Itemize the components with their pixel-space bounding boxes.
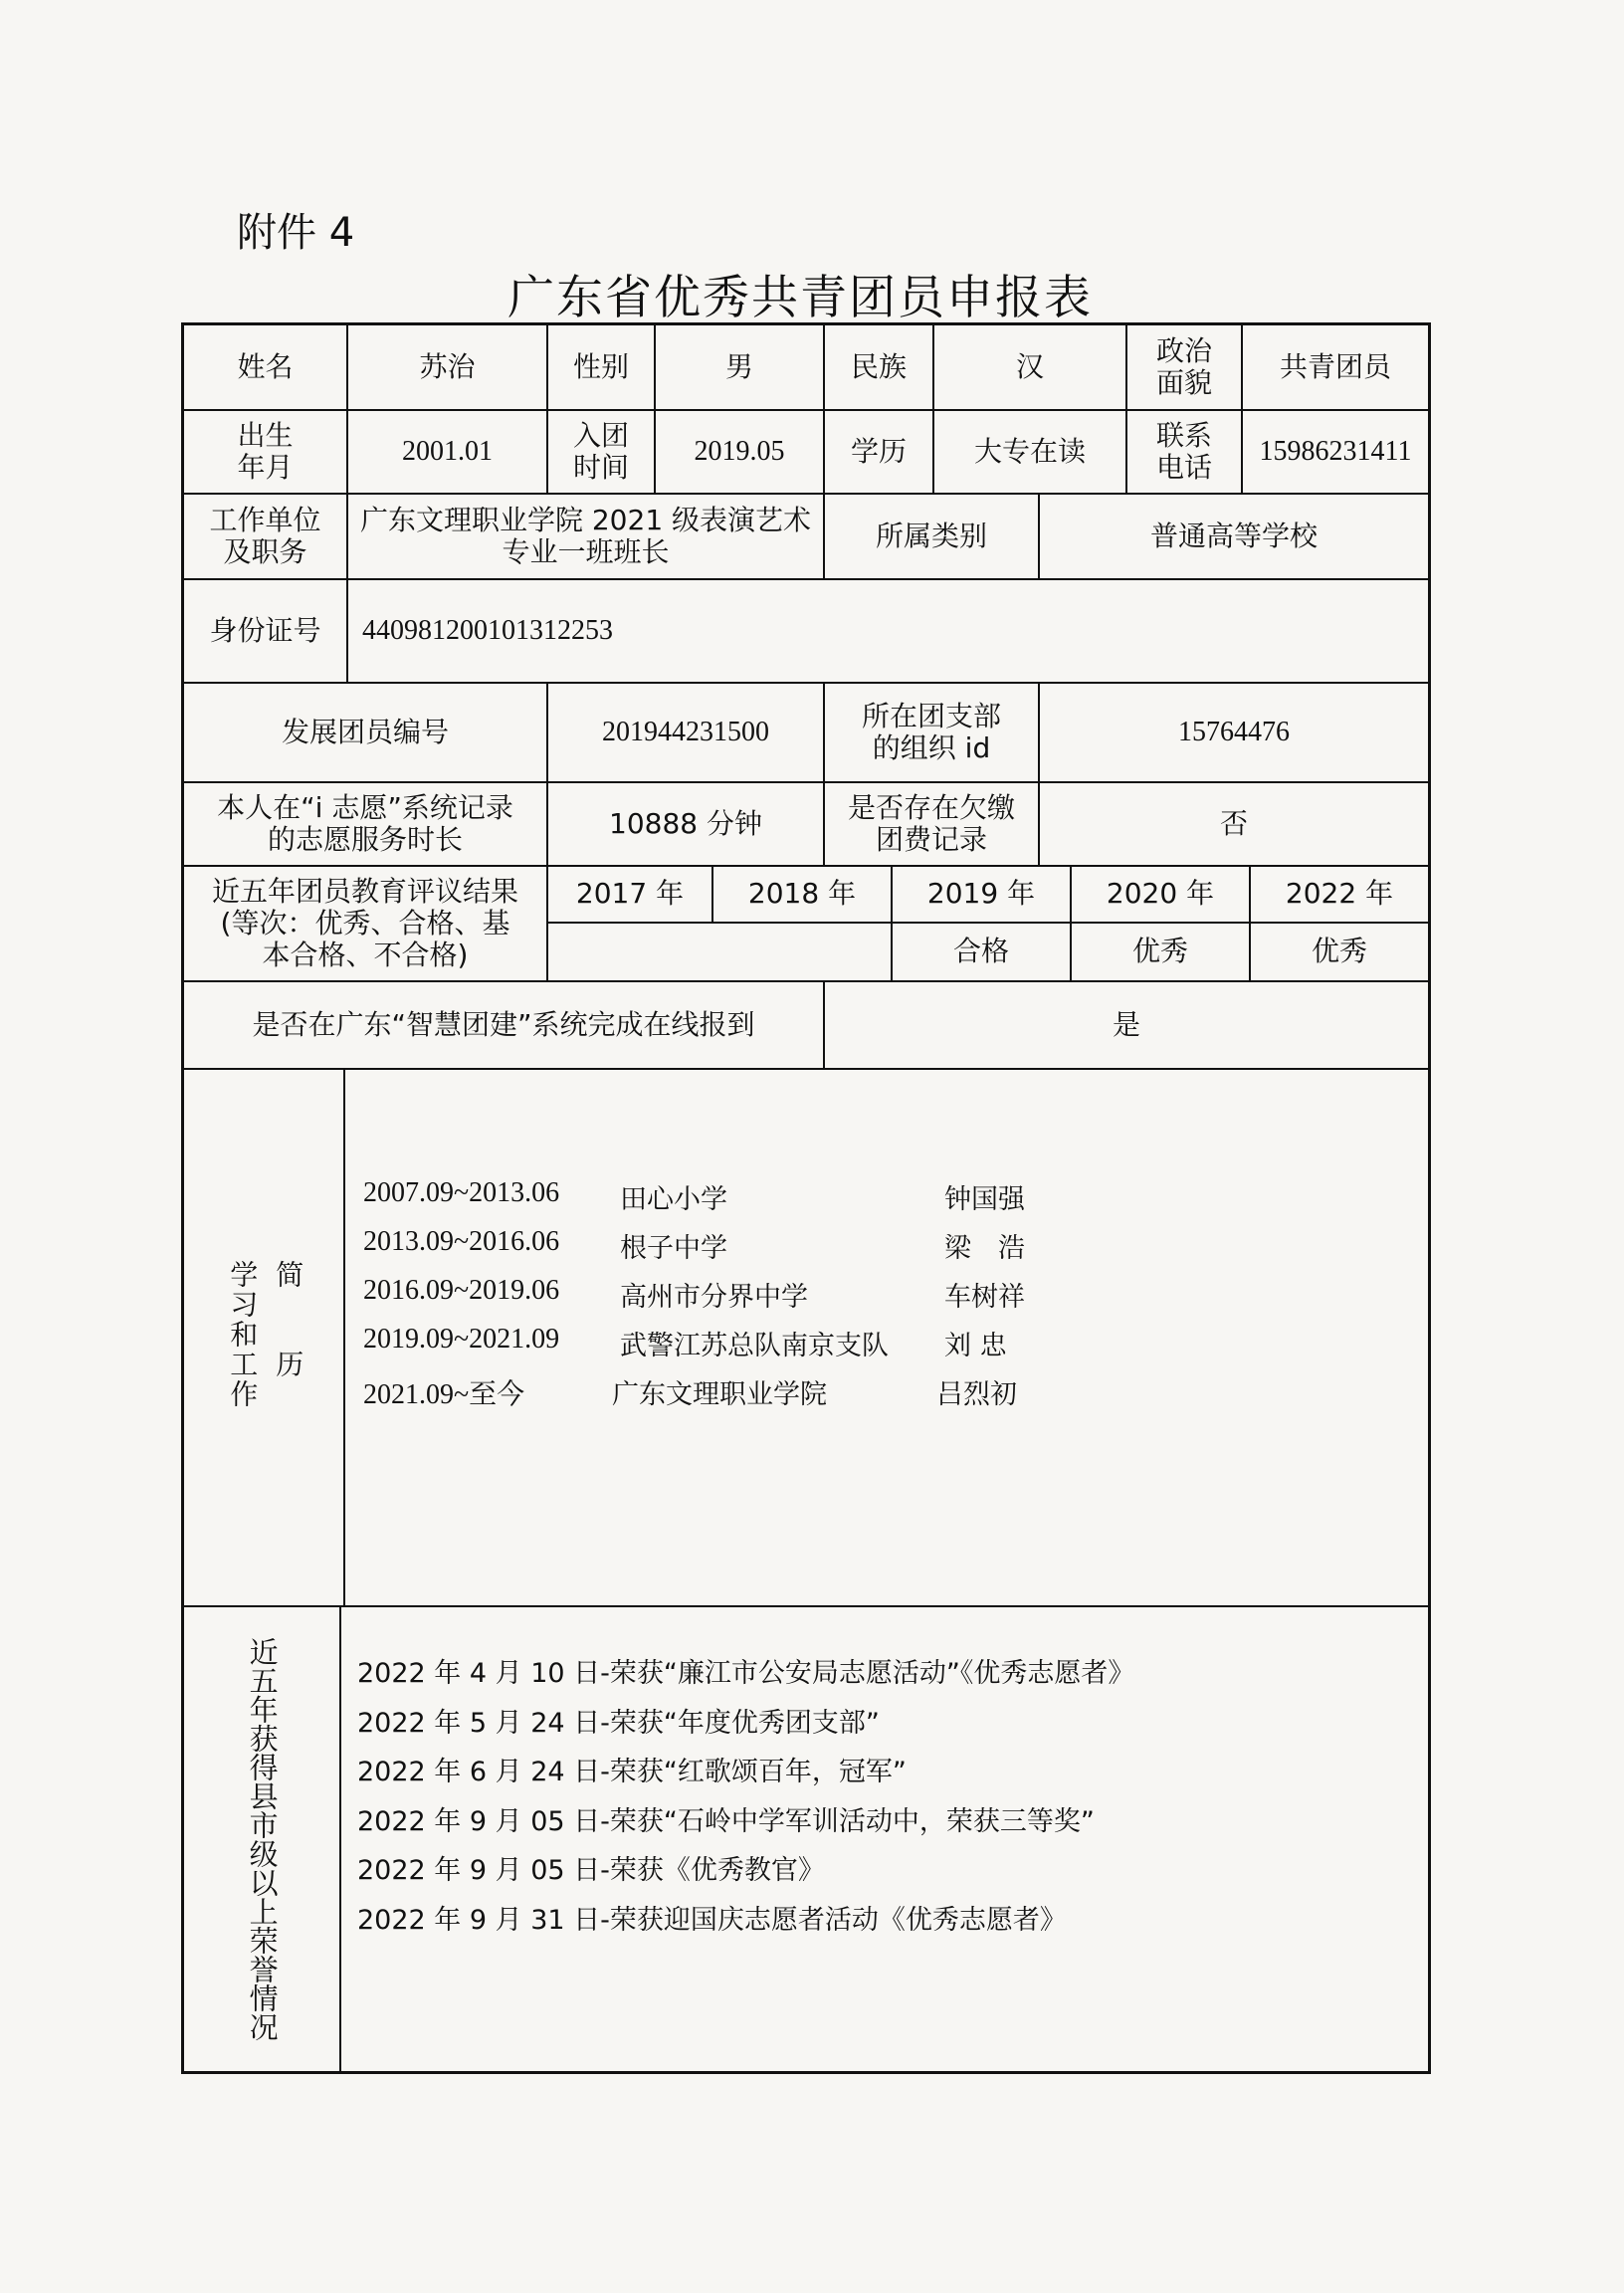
branch-id-label-line2: 的组织 id	[872, 731, 991, 764]
name-label: 姓名	[184, 325, 348, 409]
study-witness: 梁 浩	[944, 1233, 1025, 1264]
id-value: 440981200101312253	[362, 614, 613, 646]
education-label: 学历	[825, 411, 934, 493]
row-evaluation	[184, 867, 1428, 982]
ethnic-label: 民族	[825, 325, 934, 409]
study-place: 武警江苏总队南京支队	[620, 1331, 889, 1361]
study-witness: 刘 忠	[944, 1331, 1007, 1361]
row-unit	[184, 495, 1428, 580]
study-witness: 吕烈初	[936, 1379, 1017, 1410]
honors-label	[184, 1607, 341, 2071]
gender-value: 男	[656, 325, 825, 409]
birth-label-line1: 出生	[237, 418, 294, 452]
join-value: 2019.05	[656, 411, 825, 493]
study-history-label-col2: 简历	[272, 1260, 305, 1439]
name-value: 苏治	[348, 325, 548, 409]
study-place: 根子中学	[620, 1233, 727, 1264]
member-number-value: 201944231500	[548, 684, 825, 781]
eval-result-2019: 合格	[893, 924, 1072, 980]
study-period: 2016.09~2019.06	[363, 1275, 560, 1306]
ethnic-value: 汉	[934, 325, 1127, 409]
study-history-label	[184, 1070, 345, 1605]
fee-arrears-label	[825, 783, 1040, 865]
eval-year-2019: 2019 年	[893, 867, 1072, 922]
gender-label: 性别	[548, 325, 656, 409]
join-label	[548, 411, 656, 493]
attachment-label: 附件 4	[237, 210, 355, 256]
study-period: 2019.09~2021.09	[363, 1324, 560, 1355]
volunteer-hours-label-line2: 的志愿服务时长	[267, 823, 463, 856]
evaluation-years-row	[548, 867, 1428, 924]
study-place: 田心小学	[620, 1184, 727, 1215]
study-witness: 车树祥	[944, 1282, 1025, 1313]
category-value: 普通高等学校	[1149, 519, 1318, 552]
row-study-work-history	[184, 1070, 1428, 1607]
online-registration-label: 是否在广东“智慧团建”系统完成在线报到	[184, 982, 825, 1068]
birth-value: 2001.01	[348, 411, 548, 493]
branch-id-value: 15764476	[1178, 716, 1290, 747]
category-label: 所属类别	[825, 495, 1040, 578]
branch-id-label	[825, 684, 1040, 781]
honors-label-text: 近五年获得县市级以上荣誉情况	[245, 1637, 280, 2041]
online-registration-value: 是	[1112, 1007, 1140, 1041]
evaluation-grid	[548, 867, 1428, 980]
unit-value-line1: 广东文理职业学院 2021 级表演艺术	[359, 503, 812, 536]
unit-label-line1: 工作单位	[209, 503, 321, 536]
eval-result-2017-2018	[548, 924, 893, 980]
evaluation-label-line3: 本合格、不合格)	[262, 938, 469, 972]
volunteer-hours-label-line1: 本人在“i 志愿”系统记录	[217, 790, 513, 824]
row-id-number	[184, 580, 1428, 684]
application-table	[181, 322, 1431, 2074]
political-value: 共青团员	[1279, 349, 1391, 383]
form-title: 广东省优秀共青团员申报表	[508, 271, 1093, 325]
political-label	[1127, 325, 1243, 409]
honor-item: 2022 年 9 月 05 日-荣获《优秀教官》	[357, 1855, 825, 1886]
unit-label-line2: 及职务	[223, 535, 307, 568]
phone-label-line1: 联系	[1155, 418, 1212, 452]
fee-arrears-label-line1: 是否存在欠缴	[847, 790, 1015, 824]
honor-item: 2022 年 9 月 31 日-荣获迎国庆志愿者活动《优秀志愿者》	[357, 1904, 1067, 1936]
unit-value	[348, 495, 825, 578]
political-label-line1: 政治	[1155, 333, 1212, 367]
evaluation-results-row	[548, 924, 1428, 980]
eval-year-2018: 2018 年	[713, 867, 893, 922]
volunteer-hours-label	[184, 783, 548, 865]
evaluation-label	[184, 867, 548, 980]
honors-list	[357, 1651, 1134, 1947]
branch-id-label-line1: 所在团支部	[861, 699, 1001, 732]
political-label-line2: 面貌	[1155, 366, 1212, 399]
honor-item: 2022 年 9 月 05 日-荣获“石岭中学军训活动中，荣获三等奖”	[357, 1805, 1095, 1837]
phone-label-line2: 电话	[1155, 451, 1212, 484]
study-period: 2013.09~2016.06	[363, 1226, 560, 1257]
eval-year-2017: 2017 年	[548, 867, 713, 922]
honor-item: 2022 年 4 月 10 日-荣获“廉江市公安局志愿活动”《优秀志愿者》	[357, 1658, 1135, 1689]
study-period: 2007.09~2013.06	[363, 1177, 560, 1208]
row-online-registration	[184, 982, 1428, 1070]
birth-label-line2: 年月	[237, 451, 294, 484]
row-volunteer	[184, 783, 1428, 867]
unit-value-line2: 专业一班班长	[502, 535, 670, 568]
row-member-number	[184, 684, 1428, 783]
study-period: 2021.09~至今	[363, 1379, 525, 1410]
study-history-label-col1: 学习和工作	[226, 1260, 260, 1409]
member-number-label: 发展团员编号	[184, 684, 548, 781]
phone-value: 15986231411	[1259, 435, 1412, 467]
fee-arrears-value: 否	[1219, 806, 1248, 840]
eval-result-2020: 优秀	[1072, 924, 1251, 980]
honor-item: 2022 年 5 月 24 日-荣获“年度优秀团支部”	[357, 1707, 880, 1739]
unit-label	[184, 495, 348, 578]
join-label-line1: 入团	[572, 418, 629, 452]
evaluation-label-line1: 近五年团员教育评议结果	[211, 874, 518, 908]
study-place: 广东文理职业学院	[612, 1379, 827, 1410]
row-honors	[184, 1607, 1428, 2071]
volunteer-hours-value: 10888 分钟	[548, 783, 825, 865]
id-label: 身份证号	[184, 580, 348, 682]
join-label-line2: 时间	[572, 451, 629, 484]
study-place: 高州市分界中学	[620, 1282, 808, 1313]
eval-year-2020: 2020 年	[1072, 867, 1251, 922]
phone-label	[1127, 411, 1243, 493]
fee-arrears-label-line2: 团费记录	[875, 823, 987, 856]
birth-label	[184, 411, 348, 493]
row-basic-info	[184, 325, 1428, 411]
study-witness: 钟国强	[944, 1184, 1025, 1215]
eval-result-2022: 优秀	[1311, 935, 1367, 968]
row-birth-join	[184, 411, 1428, 495]
education-value: 大专在读	[934, 411, 1127, 493]
eval-year-2022: 2022 年	[1285, 877, 1394, 911]
honor-item: 2022 年 6 月 24 日-荣获“红歌颂百年，冠军”	[357, 1757, 907, 1787]
evaluation-label-line2: (等次：优秀、合格、基	[220, 906, 510, 939]
